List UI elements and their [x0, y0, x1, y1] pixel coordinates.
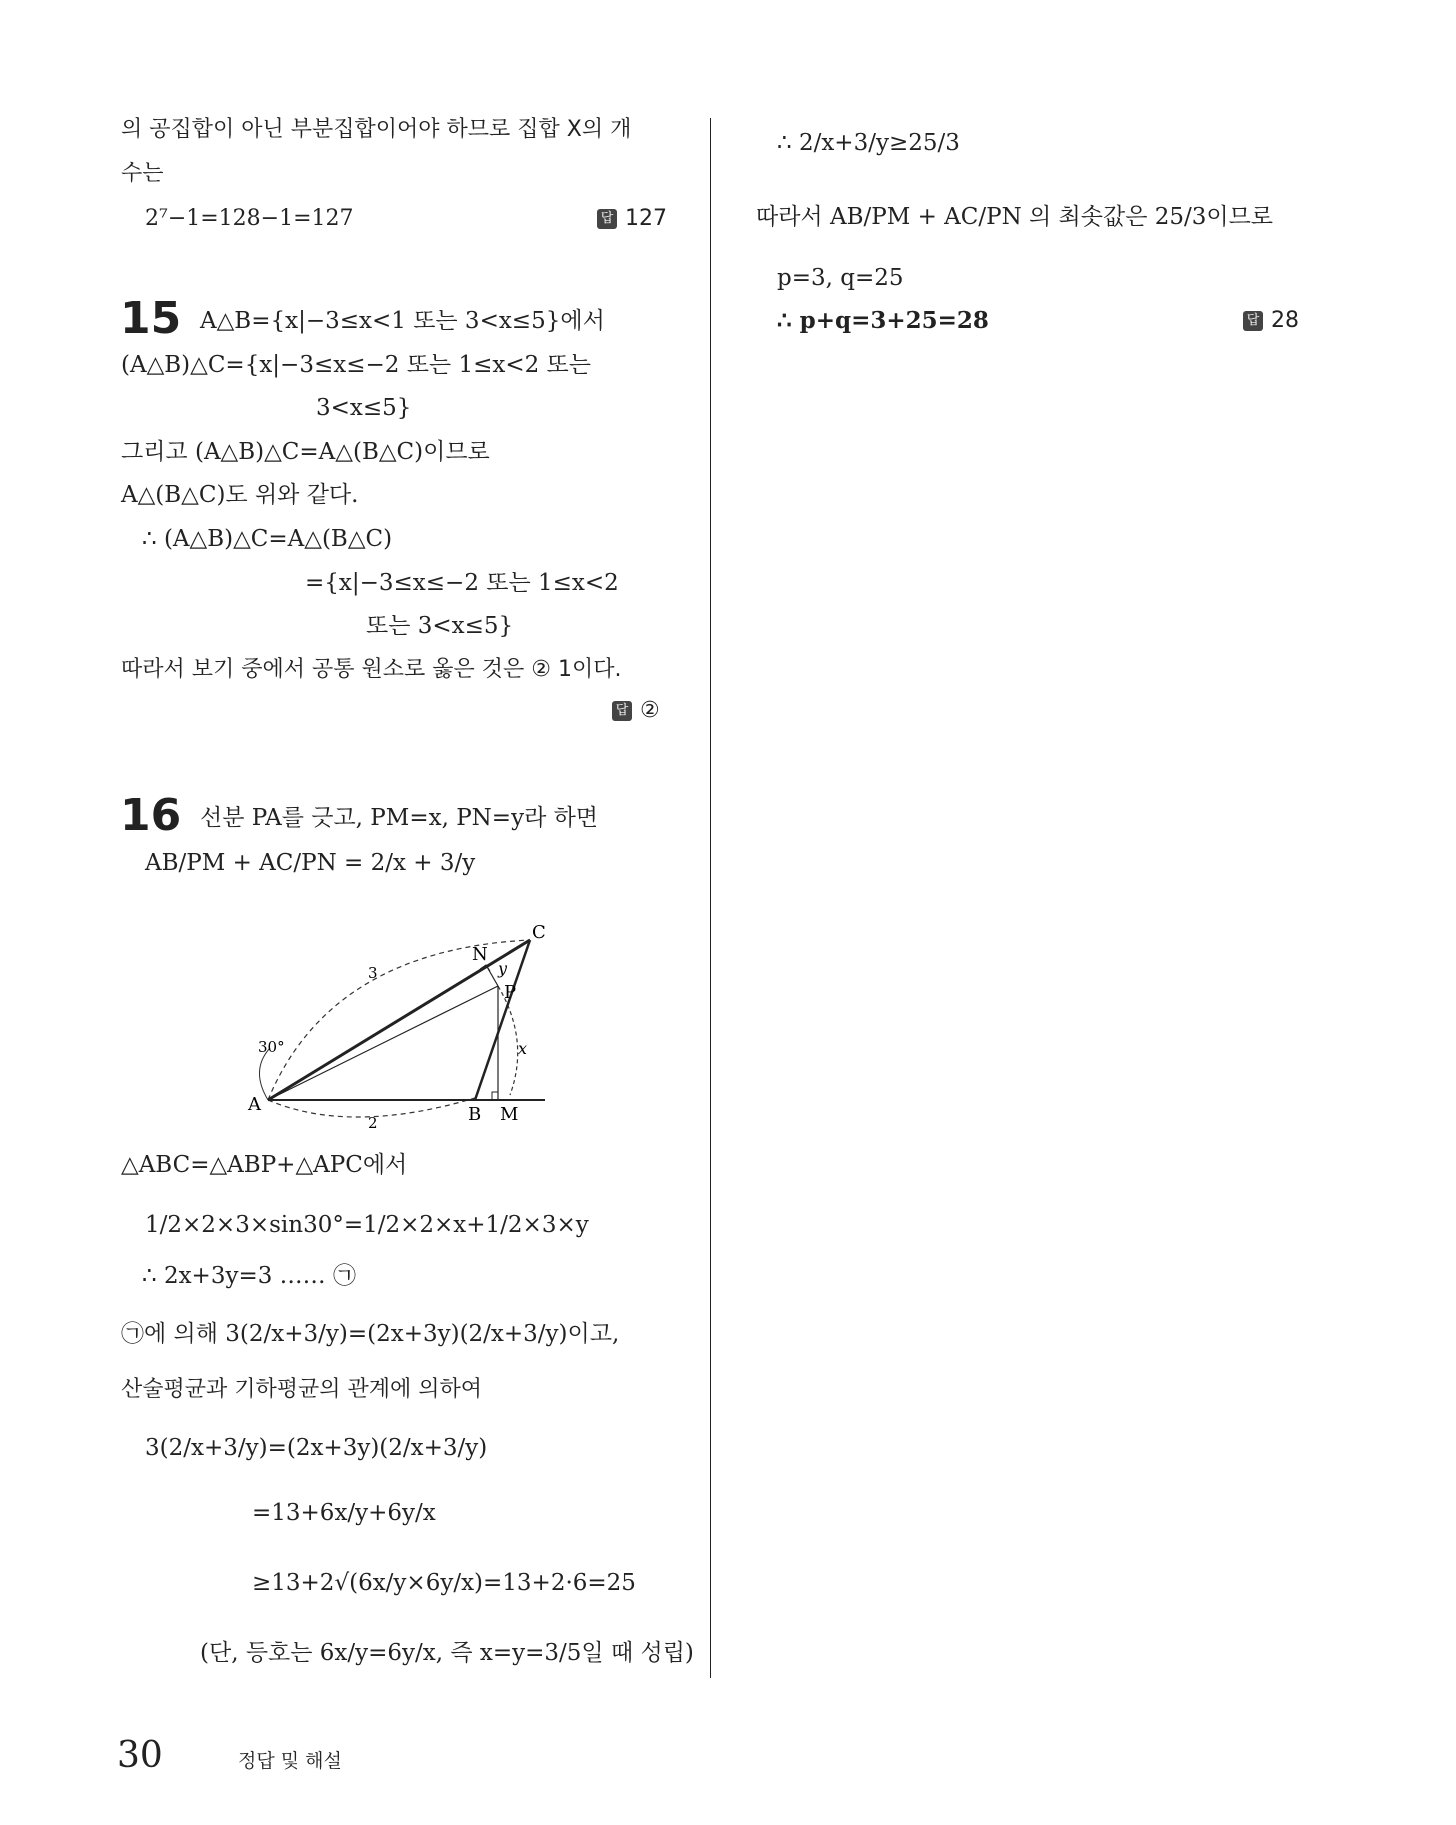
- problem-number-15: 15: [120, 293, 182, 344]
- answer-badge: 답: [612, 701, 632, 721]
- p16-uses: ㉠에 의해 3(2/x+3/y)=(2x+3y)(2/x+3/y)이고,: [121, 1321, 620, 1347]
- p16-condition: (단, 등호는 6x/y=6y/x, 즉 x=y=3/5일 때 성립): [200, 1640, 694, 1666]
- p16-area-eq: 1/2×2×3×sin30°=1/2×2×x+1/2×3×y: [145, 1212, 589, 1238]
- right-line3: p=3, q=25: [777, 265, 904, 291]
- p16-line1: 선분 PA를 긋고, PM=x, PN=y라 하면: [200, 805, 599, 831]
- p16-step3: ≥13+2√(6x/y×6y/x)=13+2·6=25: [252, 1570, 636, 1596]
- label-a: A: [248, 1094, 261, 1115]
- right-line2: 따라서 AB/PM + AC/PN 의 최솟값은 25/3이므로: [756, 204, 1274, 230]
- right-angle-m: [492, 1092, 498, 1100]
- label-p: P: [504, 982, 517, 1003]
- p15-line3: 3<x≤5}: [316, 395, 412, 421]
- label-angle: 30°: [258, 1038, 285, 1056]
- answer-badge: 답: [1243, 311, 1263, 331]
- p15-line6: ∴ (A△B)△C=A△(B△C): [142, 526, 393, 552]
- segment-pa: [268, 986, 498, 1100]
- right-line4: ∴ p+q=3+25=28: [777, 307, 989, 334]
- right-line1: ∴ 2/x+3/y≥25/3: [777, 130, 960, 156]
- label-len-ab: 2: [368, 1114, 378, 1130]
- problem-number-16: 16: [120, 790, 182, 841]
- p16-amgm: 산술평균과 기하평균의 관계에 의하여: [121, 1377, 483, 1402]
- footer-title: 정답 및 해설: [238, 1750, 342, 1772]
- p15-line2: (A△B)△C={x|−3≤x≤−2 또는 1≤x<2 또는: [121, 352, 591, 378]
- intro-line2: 수는: [121, 161, 164, 186]
- label-x: x: [518, 1039, 528, 1058]
- answer-15: 답 ②: [612, 698, 660, 723]
- label-b: B: [468, 1104, 482, 1125]
- calc-14: 2⁷−1=128−1=127: [145, 206, 354, 231]
- p16-area-intro: △ABC=△ABP+△APC에서: [121, 1152, 408, 1178]
- p16-step2: =13+6x/y+6y/x: [252, 1500, 436, 1526]
- intro-line1: 의 공집합이 아닌 부분집합이어야 하므로 집합 X의 개: [121, 117, 632, 142]
- triangle-diagram: [240, 920, 560, 1130]
- p15-line7: ={x|−3≤x≤−2 또는 1≤x<2: [305, 570, 619, 596]
- label-m: M: [500, 1104, 519, 1125]
- answer-14: 답 127: [597, 206, 667, 231]
- p16-eq1: ∴ 2x+3y=3 …… ㉠: [142, 1263, 356, 1289]
- label-y: y: [498, 959, 508, 978]
- column-divider: [710, 118, 711, 1678]
- page-number: 30: [117, 1735, 163, 1776]
- label-c: C: [532, 922, 546, 943]
- label-len-ac: 3: [368, 964, 378, 982]
- answer-16: 답 28: [1243, 308, 1299, 333]
- answer-badge: 답: [597, 209, 617, 229]
- side-ac: [268, 940, 530, 1100]
- p15-line9: 따라서 보기 중에서 공통 원소로 옳은 것은 ② 1이다.: [121, 657, 622, 682]
- p15-line4: 그리고 (A△B)△C=A△(B△C)이므로: [121, 439, 490, 465]
- label-n: N: [472, 944, 488, 965]
- p15-line5: A△(B△C)도 위와 같다.: [121, 482, 359, 508]
- p15-line8: 또는 3<x≤5}: [366, 613, 514, 639]
- p15-line1: A△B={x|−3≤x<1 또는 3<x≤5}에서: [200, 308, 605, 334]
- p16-line2: AB/PM + AC/PN = 2/x + 3/y: [145, 850, 476, 876]
- p16-step1: 3(2/x+3/y)=(2x+3y)(2/x+3/y): [145, 1435, 488, 1461]
